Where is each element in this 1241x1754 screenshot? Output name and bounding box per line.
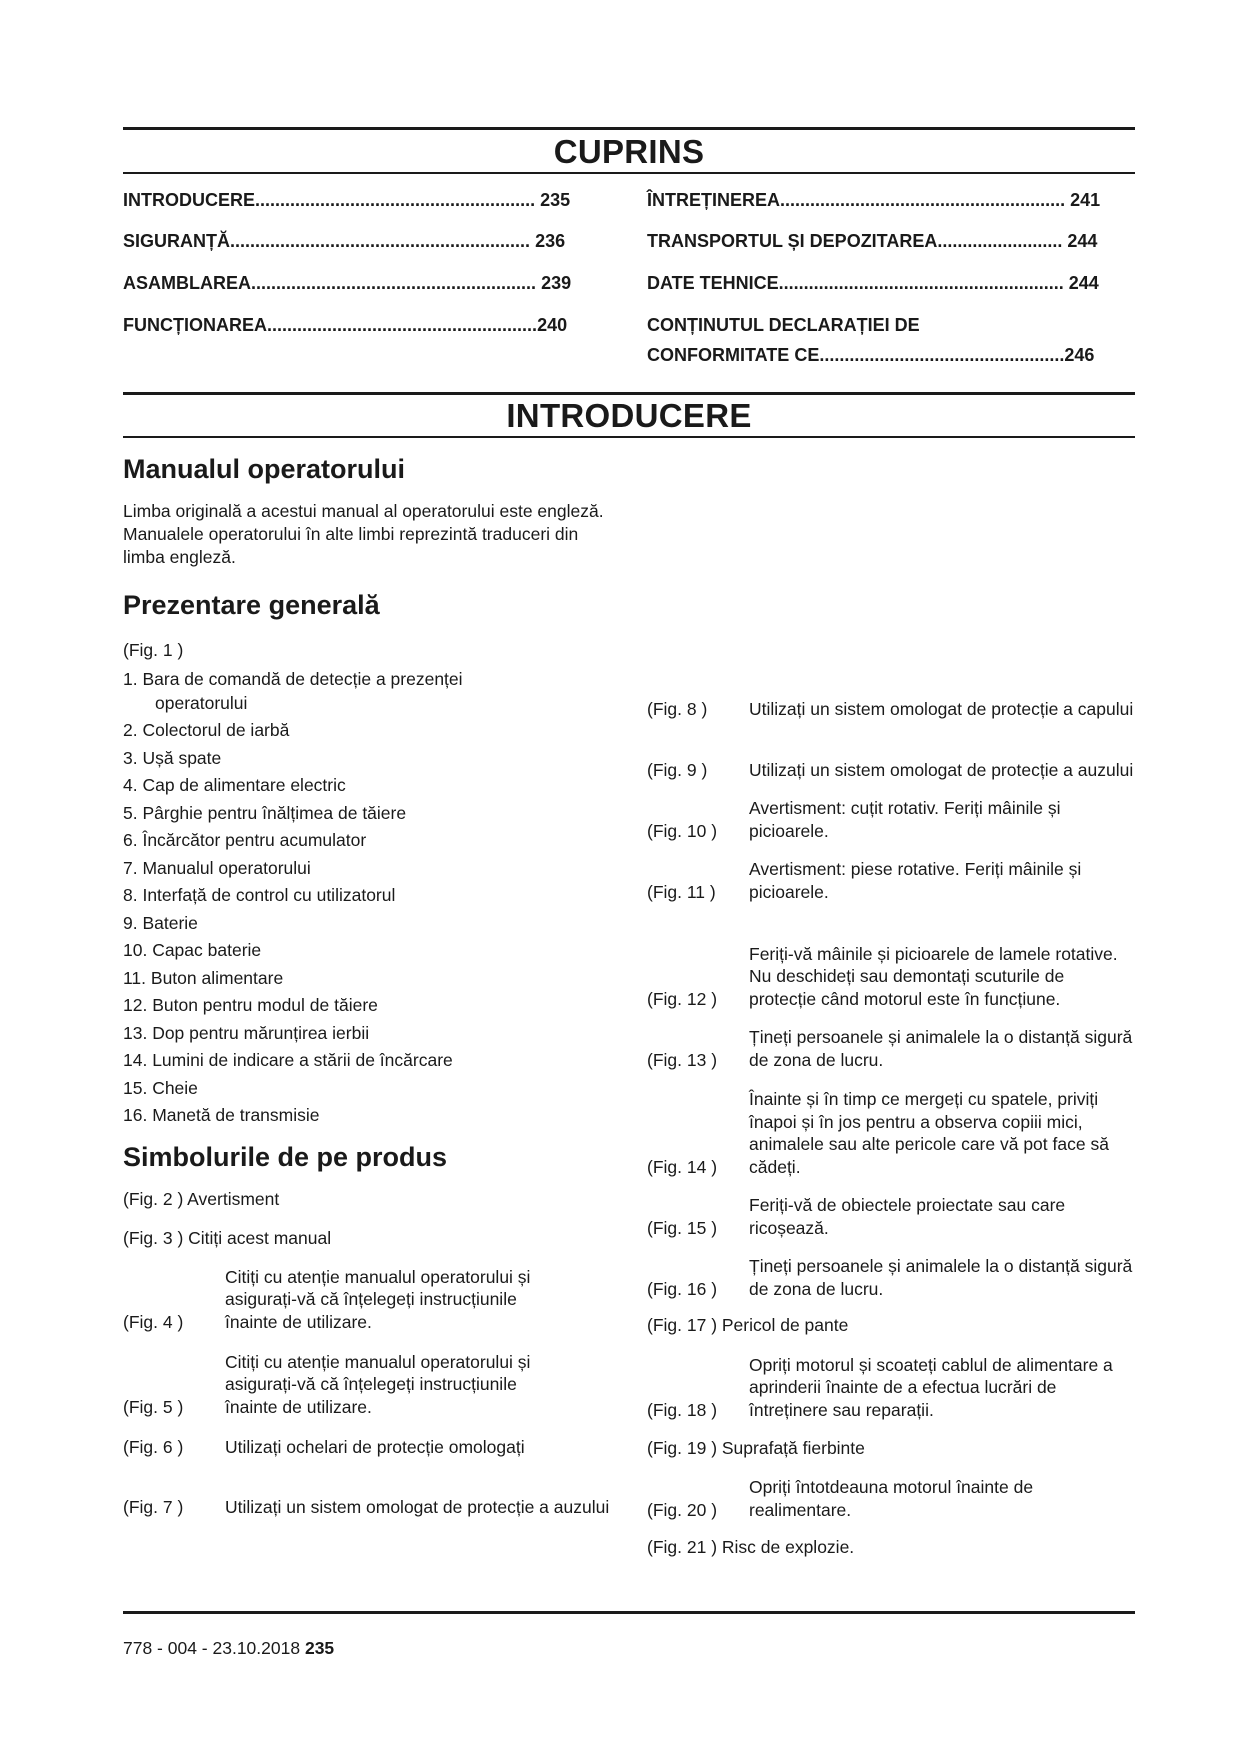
- intro-top-rule: [123, 392, 1135, 395]
- symbol-fig-7: (Fig. 7 ) Utilizați un sistem omologat de protecție a auzului: [123, 1496, 610, 1517]
- toc-entry-introducere[interactable]: INTRODUCERE........................................................ 235: [123, 190, 571, 210]
- list-item: 12. Buton pentru modul de tăiere: [123, 995, 378, 1015]
- toc-entry-siguranta[interactable]: SIGURANȚĂ............................................................ 236: [123, 231, 566, 251]
- symbol-fig-17: (Fig. 17 ) Pericol de pante: [647, 1315, 849, 1335]
- list-item: 8. Interfață de control cu utilizatorul: [123, 885, 396, 905]
- toc-entry-intretinerea[interactable]: ÎNTREȚINEREA......................................................... 241: [647, 190, 1101, 210]
- symbol-fig-15: (Fig. 15 ) Feriți-vă de obiectele proiectate sau care ricoșează.: [647, 1195, 1066, 1238]
- list-item: 6. Încărcător pentru acumulator: [123, 830, 367, 850]
- list-item: 4. Cap de alimentare electric: [123, 775, 346, 795]
- list-item: 3. Ușă spate: [123, 747, 222, 768]
- intro-title: INTRODUCERE: [506, 397, 752, 434]
- symbol-fig-12: (Fig. 12 ) Feriți-vă mâinile și picioarele de lamele rotative. Nu deschideți sau demontați scuturile de protecție când motorul este în funcțiune.: [647, 943, 1118, 1009]
- symbol-fig-20: (Fig. 20 ) Opriți întotdeauna motorul înainte de realimentare.: [647, 1477, 1034, 1520]
- overview-list: [123, 665, 463, 1130]
- toc-title: CUPRINS: [553, 133, 705, 170]
- list-item: 10. Capac baterie: [123, 940, 262, 960]
- list-item: 16. Manetă de transmisie: [123, 1105, 320, 1125]
- manual-text: Limba originală a acestui manual al operatorului este engleză. Manualele operatorului în alte limbi reprezintă traduceri din limba engleză.: [123, 501, 604, 567]
- symbol-fig-2: (Fig. 2 ) Avertisment: [123, 1189, 280, 1209]
- list-item: 9. Baterie: [123, 912, 198, 933]
- list-item: 5. Pârghie pentru înălțimea de tăiere: [123, 802, 407, 823]
- symbol-fig-19: (Fig. 19 ) Suprafață fierbinte: [647, 1438, 865, 1458]
- list-item: 2. Colectorul de iarbă: [123, 720, 290, 740]
- footer-rule: [123, 1611, 1135, 1614]
- symbols-heading: Simbolurile de pe produs: [123, 1142, 448, 1172]
- symbol-fig-4: (Fig. 4 ) Citiți cu atenție manualul operatorului și asigurați-vă că înțelegeți instrucțiunile înainte de utilizare.: [123, 1266, 531, 1332]
- footer-page-number: 235: [304, 1638, 335, 1658]
- symbol-fig-13: (Fig. 13 ) Țineți persoanele și animalele la o distanță sigură de zona de lucru.: [647, 1027, 1133, 1070]
- symbol-fig-21: (Fig. 21 ) Risc de explozie.: [647, 1537, 855, 1557]
- symbol-fig-5: (Fig. 5 ) Citiți cu atenție manualul operatorului și asigurați-vă că înțelegeți instrucțiunile înainte de utilizare.: [123, 1351, 531, 1417]
- symbol-fig-3: (Fig. 3 ) Citiți acest manual: [123, 1228, 332, 1248]
- symbol-fig-6: (Fig. 6 ) Utilizați ochelari de protecție omologați: [123, 1436, 525, 1457]
- symbol-fig-11: (Fig. 11 ) Avertisment: piese rotative. Feriți mâinile și picioarele.: [647, 859, 1082, 902]
- symbol-fig-18: (Fig. 18 ) Opriți motorul și scoateți cablul de alimentare a aprinderii înainte de a efectua lucrări de întreținere sau reparații.: [647, 1354, 1113, 1420]
- toc-entry-functionarea[interactable]: FUNCȚIONAREA......................................................240: [123, 315, 568, 335]
- toc-top-rule: [123, 127, 1135, 130]
- overview-fig-ref: (Fig. 1 ): [123, 640, 184, 660]
- toc-entry-declaratie[interactable]: CONȚINUTUL DECLARAȚIEI DE CONFORMITATE CE.................................................246: [647, 315, 1095, 365]
- footer: [123, 1636, 334, 1660]
- list-item: 14. Lumini de indicare a stării de încărcare: [123, 1050, 453, 1070]
- toc-entry-date-tehnice[interactable]: DATE TEHNICE......................................................... 244: [647, 273, 1099, 293]
- list-item: 15. Cheie: [123, 1077, 198, 1098]
- list-item: 11. Buton alimentare: [123, 967, 284, 988]
- overview-heading: Prezentare generală: [123, 590, 380, 620]
- symbol-fig-10: (Fig. 10 ) Avertisment: cuțit rotativ. Feriți mâinile și picioarele.: [647, 798, 1061, 841]
- intro-bottom-rule: [123, 436, 1135, 438]
- symbol-fig-16: (Fig. 16 ) Țineți persoanele și animalele la o distanță sigură de zona de lucru.: [647, 1256, 1133, 1299]
- list-item: 1. Bara de comandă de detecție a prezenței operatorului: [123, 669, 463, 713]
- toc-entry-transport[interactable]: TRANSPORTUL ȘI DEPOZITAREA......................... 244: [647, 231, 1098, 251]
- list-item: 7. Manualul operatorului: [123, 857, 311, 878]
- symbol-fig-14: (Fig. 14 ) Înainte și în timp ce mergeți cu spatele, priviți înapoi și în jos pentru a observa copiii mici, animalele sau alte pericole care vă pot face să cădeți.: [647, 1089, 1109, 1177]
- manual-heading: Manualul operatorului: [123, 454, 406, 484]
- toc-entry-asamblarea[interactable]: ASAMBLAREA......................................................... 239: [123, 273, 572, 293]
- toc-bottom-rule: [123, 172, 1135, 174]
- list-item: 13. Dop pentru mărunțirea ierbii: [123, 1022, 370, 1043]
- symbol-fig-8: (Fig. 8 ) Utilizați un sistem omologat de protecție a capului: [647, 698, 1134, 719]
- footer-doc-ref: 778 - 004 - 23.10.2018: [123, 1638, 301, 1658]
- symbol-fig-9: (Fig. 9 ) Utilizați un sistem omologat de protecție a auzului: [647, 759, 1134, 780]
